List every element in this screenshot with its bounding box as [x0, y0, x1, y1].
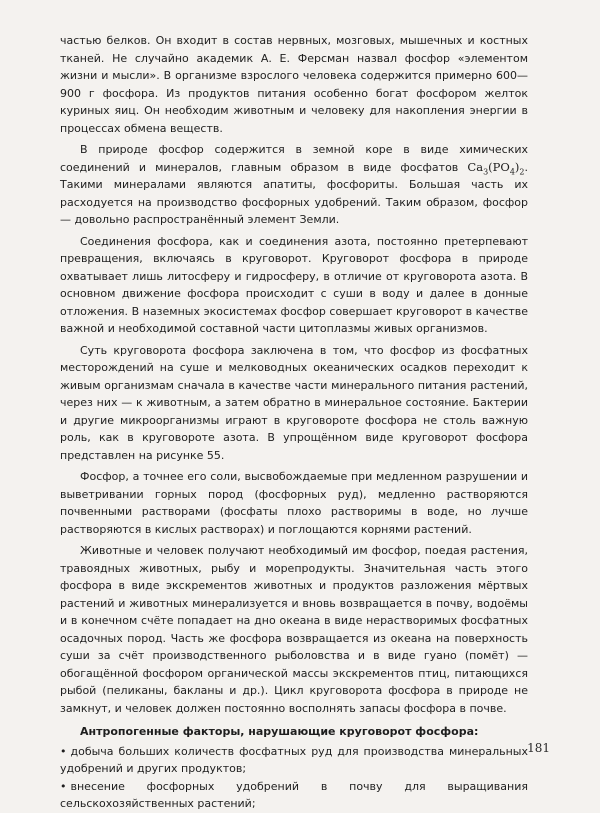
paragraph-4: Суть круговорота фосфора заключена в том, что фосфор из фосфатных месторождений на суше и мелководных океанических осадков переходит к живым организмам сначала в качестве части минерального питания растений, через них — к животным, а затем обратно в минеральное состояние. Бактерии и другие микроорганизмы играют в круговороте фосфора не столь важную роль, как в круговороте азота. В упрощённом виде круговорот фосфора представлен на рисунке 55.: [60, 343, 528, 462]
section-heading: Антропогенные факторы, нарушающие круговорот фосфора:: [80, 725, 479, 738]
bullet-list: [60, 743, 528, 813]
paragraph-2: [60, 141, 528, 229]
list-item: [60, 743, 528, 778]
list-item-text: внесение фосфорных удобрений в почву для выращивания сельскохозяйственных растений;: [60, 779, 528, 810]
paragraph-6: Животные и человек получают необходимый им фосфор, поедая растения, травоядных животных, рыбу и морепродукты. Значительная часть этого фосфора в виде экскрементов животных и продуктов разложения мёртвых растений и животных минерализуется и вновь возвращается в почву, водоёмы и в конечном счёте попадает на дно океана в виде нерастворимых фосфатных осадочных пород. Часть же фосфора возвращается из океана на поверхность суши за счёт производственного рыболовства и в виде гуано (помёт) — обогащённой фосфором органической массы экскрементов птиц, питающихся рыбой (пеликаны, бакланы и др.). Цикл круговорота фосфора в природе не замкнут, и человек должен постоянно восполнять запасы фосфора в почве.: [60, 544, 528, 715]
formula-close: ): [514, 159, 520, 174]
formula-calcium: Ca: [467, 159, 484, 174]
page-number: 181: [527, 741, 550, 755]
bullet-mark: •: [60, 779, 67, 793]
paragraph-2-text-after: . Такими минералами являются апатиты, фосфориты. Большая часть их расходуется на производство фосфорных удобрений. Таким образом, фосфор — довольно распространённый элемент Земли.: [60, 160, 528, 226]
formula-sub-3: 3: [483, 166, 489, 176]
formula-sub-2: 2: [519, 166, 525, 176]
bullet-mark: •: [60, 744, 67, 758]
paragraph-5: Фосфор, а точнее его соли, высвобождаемые при медленном разрушении и выветривании горных пород (фосфорных руд), медленно растворяются почвенными растворами (фосфаты плохо растворимы в воде, но лучше растворяются в кислых растворах) и поглощаются корнями растений.: [60, 470, 528, 536]
paragraph-1: частью белков. Он входит в состав нервных, мозговых, мышечных и костных тканей. Не случайно академик А. Е. Ферсман назвал фосфор «элементом жизни и мысли». В организме взрослого человека содержится примерно 600—900 г фосфора. Из продуктов питания особенно богат фосфором желток куриных яиц. Он необходим животным и человеку для накопления энергии в процессах обмена веществ.: [60, 34, 528, 135]
list-item-text: добыча больших количеств фосфатных руд для производства минеральных удобрений и других продуктов;: [60, 744, 528, 775]
phosphate-formula: [467, 160, 524, 174]
formula-sub-4: 4: [509, 166, 515, 176]
paragraph-3: Соединения фосфора, как и соединения азота, постоянно претерпевают превращения, включаясь в круговорот. Круговорот фосфора в природе охватывает лишь литосферу и гидросферу, в отличие от круговорота азота. В основном движение фосфора происходит с суши в воду и далее в донные отложения. В наземных экосистемах фосфор совершает круговорот в качестве важной и необходимой составной части цитоплазмы живых организмов.: [60, 234, 528, 335]
list-item: [60, 778, 528, 813]
formula-po: (PO: [488, 159, 510, 174]
paragraph-2-text-before: В природе фосфор содержится в земной коре в виде химических соединений и минералов, главным образом в виде фосфатов: [60, 143, 528, 174]
